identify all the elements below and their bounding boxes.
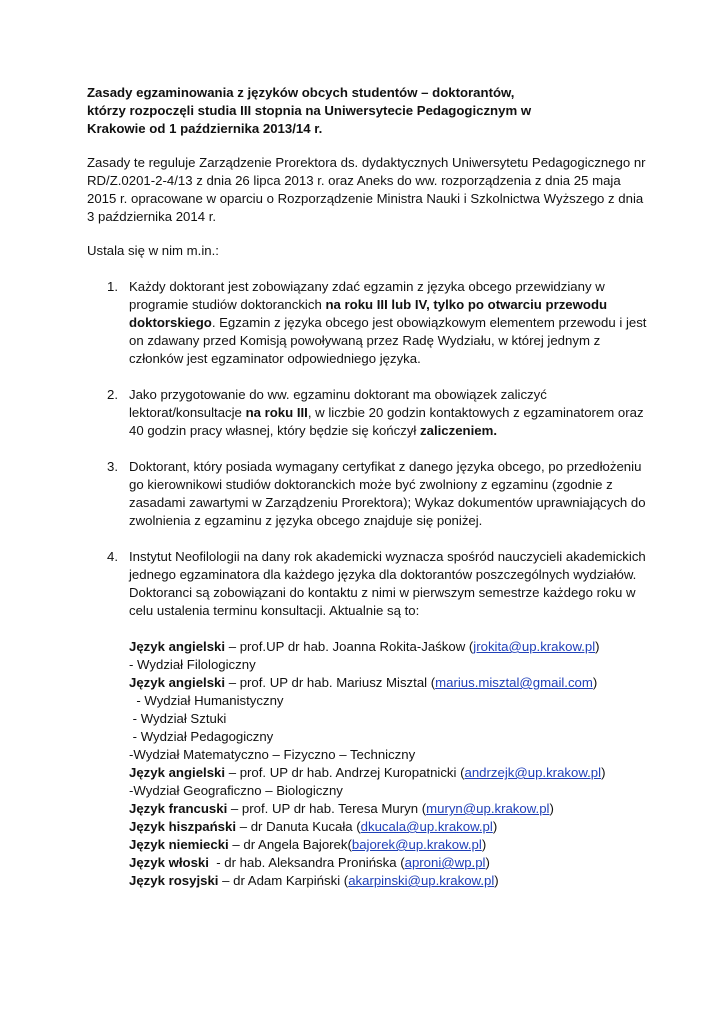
list-item [87,278,647,368]
paren: ) [494,873,499,888]
email-link[interactable]: andrzejk@up.krakow.pl [464,765,602,780]
examiner-name: – dr Adam Karpiński ( [218,873,349,888]
email-link[interactable]: aproni@wp.pl [404,855,486,870]
title-line: Krakowie od 1 października 2013/14 r. [87,121,323,136]
list-item [87,548,647,890]
item-text: . Egzamin z języka obcego jest obowiązkowym elementem przewodu i jest on zdawany przed Komisją powoływaną przez Radę Wydziału, w której jednym z członków jest egzaminator odpowiedniego języka. [129,315,647,366]
email-link[interactable]: marius.misztal@gmail.com [435,675,593,690]
paren: ) [595,639,600,654]
item-number: 1. [107,279,118,294]
item-bold-text: na roku III lub IV, tylko po otwarciu przewodu doktorskiego [129,297,608,330]
language-label: Język angielski [129,639,226,654]
item-bold-text: zaliczeniem. [420,423,497,438]
examiner-row [129,764,647,782]
language-label: Język włoski [129,855,209,870]
examiner-name: – dr Angela Bajorek( [228,837,352,852]
paren: ) [485,855,490,870]
examiner-name: – dr Danuta Kucała ( [236,819,361,834]
faculty-line: - Wydział Filologiczny [129,657,256,672]
list-item [87,458,647,530]
email-link[interactable]: jrokita@up.krakow.pl [473,639,596,654]
paren: ) [492,819,498,834]
examiner-name: – prof. UP dr hab. Teresa Muryn ( [227,801,427,816]
faculty-line: -Wydział Geograficzno – Biologiczny [129,783,343,798]
item-text: Instytut Neofilologii na dany rok akademicki wyznacza spośród nauczycieli akademickich jednego egzaminatora dla każdego języka dla doktorantów poszczególnych wydziałów. Doktoranci są zobowiązani do kontaktu z nimi w pierwszym semestrze każdego roku w celu ustalenia terminu konsultacji. Aktualnie są to: [129,549,646,618]
rules-list [87,278,647,890]
examiner-row [129,638,647,656]
examiner-row [129,872,647,890]
language-label: Język francuski [129,801,228,816]
faculty-line: - Wydział Sztuki [129,711,227,726]
examiners-list [129,638,647,890]
document-page [87,84,647,908]
faculty-line: - Wydział Pedagogiczny [129,729,274,744]
email-link[interactable]: muryn@up.krakow.pl [426,801,550,816]
paren: ) [549,801,554,816]
paren: ) [481,837,487,852]
item-text: Doktorant, który posiada wymagany certyfikat z danego języka obcego, po przedłożeniu go kierownikowi studiów doktoranckich może być zwolniony z egzaminu (zgodnie z zasadami zawartymi w Zarządzeniu Prorektora); Wykaz dokumentów uprawniających do zwolnienia z egzaminu z języka obcego znajduje się poniżej. [129,459,646,528]
language-label: Język angielski [129,675,226,690]
item-number: 2. [107,387,118,402]
examiner-row [129,800,647,818]
examiner-row [129,674,647,692]
title-line: którzy rozpoczęli studia III stopnia na Uniwersytecie Pedagogicznym w [87,103,532,118]
item-bold-text: na roku III [245,405,308,420]
examiner-row [129,818,647,836]
email-link[interactable]: dkucala@up.krakow.pl [360,819,493,834]
examiner-name: – prof. UP dr hab. Mariusz Misztal ( [225,675,436,690]
examiner-row [129,836,647,854]
examiner-name: – prof.UP dr hab. Joanna Rokita-Jaśkow ( [225,639,474,654]
item-text: Jako przygotowanie do ww. egzaminu doktorant ma obowiązek zaliczyć lektorat/konsultacje [129,387,547,420]
email-link[interactable]: akarpinski@up.krakow.pl [348,873,495,888]
paren: ) [592,675,598,690]
list-item [87,386,647,440]
item-number: 3. [107,459,118,474]
item-number: 4. [107,549,118,564]
language-label: Język niemiecki [129,837,229,852]
intro-paragraph: Zasady te reguluje Zarządzenie Prorektora ds. dydaktycznych Uniwersytetu Pedagogicznego nr RD/Z.0201-2-4/13 z dnia 26 lipca 2013 r. oraz Aneks do ww. rozporządzenia z dnia 25 maja 2015 r. opracowane w oparciu o Rozporządzenie Ministra Nauki i Szkolnictwa Wyższego z dnia 3 października 2014 r. [87,155,646,224]
language-label: Język angielski [129,765,226,780]
item-text: Każdy doktorant jest zobowiązany zdać egzamin z języka obcego przewidziany w programie studiów doktoranckich [129,279,605,312]
document-title [87,84,647,138]
examiner-row [129,854,647,872]
language-label: Język rosyjski [129,873,219,888]
examiner-name: - dr hab. Aleksandra Pronińska ( [208,855,405,870]
language-label: Język hiszpański [129,819,237,834]
faculty-line: - Wydział Humanistyczny [129,693,284,708]
faculty-line: -Wydział Matematyczno – Fizyczno – Techniczny [129,747,416,762]
item-text: , w liczbie 20 godzin kontaktowych z egzaminatorem oraz 40 godzin pracy własnej, który będzie się kończył [129,405,644,438]
paren: ) [601,765,606,780]
email-link[interactable]: bajorek@up.krakow.pl [351,837,482,852]
lead-text: Ustala się w nim m.in.: [87,243,219,258]
examiner-name: – prof. UP dr hab. Andrzej Kuropatnicki ( [225,765,465,780]
title-line: Zasady egzaminowania z języków obcych studentów – doktorantów, [87,85,515,100]
